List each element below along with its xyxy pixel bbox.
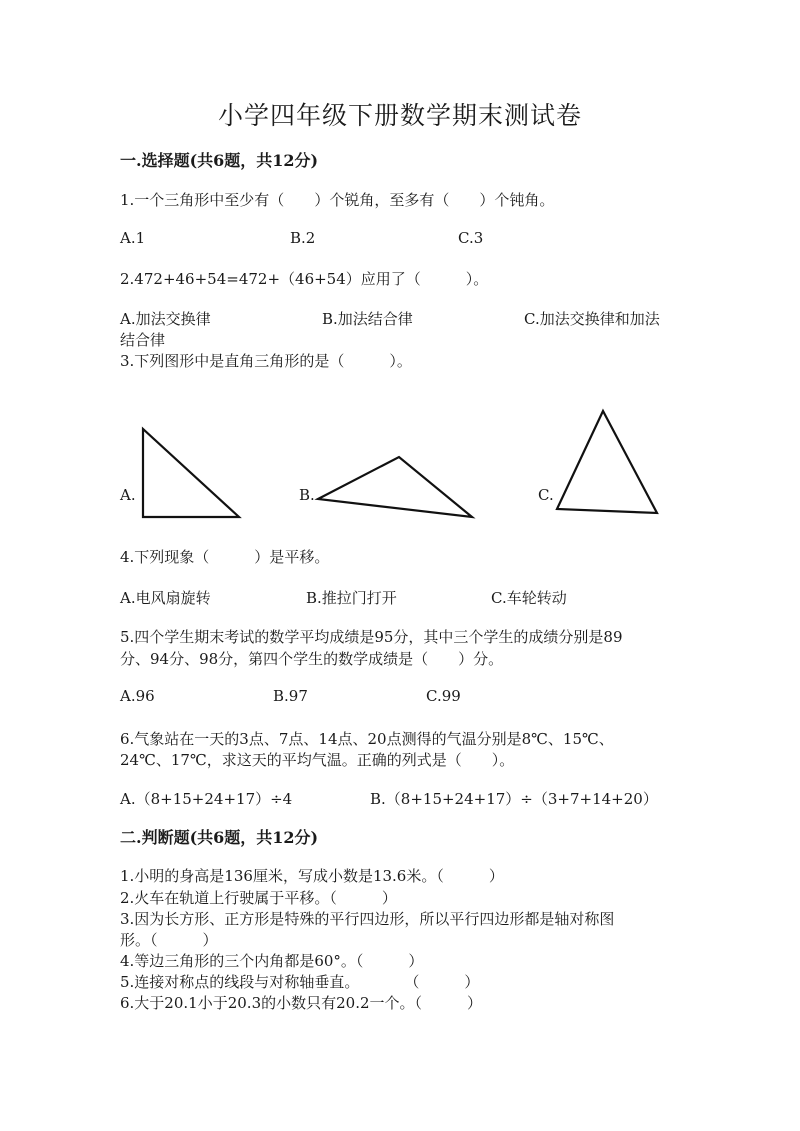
q2-option-c: C.加法交换律和加法 — [524, 310, 660, 328]
q5-option-b: B.97 — [273, 687, 308, 705]
section-heading-judgement: 二.判断题(共6题，共12分) — [120, 828, 319, 847]
q5-option-c: C.99 — [426, 687, 461, 705]
section-heading-choice: 一.选择题(共6题，共12分) — [120, 151, 319, 170]
question-1: 1.一个三角形中至少有（ ）个锐角，至多有（ ）个钝角。 — [120, 191, 555, 209]
question-6-line-1: 6.气象站在一天的3点、7点、14点、20点测得的气温分别是8℃、15℃、 — [120, 730, 614, 748]
q1-option-c: C.3 — [458, 229, 484, 247]
q4-option-a: A.电风扇旋转 — [120, 589, 211, 607]
q6-option-a: A.（8+15+24+17）÷4 — [120, 790, 293, 808]
question-5-line-1: 5.四个学生期末考试的数学平均成绩是95分，其中三个学生的成绩分别是89 — [120, 628, 623, 646]
judgement-item-3: 3.因为长方形、正方形是特殊的平行四边形，所以平行四边形都是轴对称图 — [120, 910, 615, 928]
q5-option-a: A.96 — [120, 687, 155, 705]
judgement-item-3-continued: 形。（ ） — [120, 931, 218, 949]
q4-option-c: C.车轮转动 — [491, 589, 567, 607]
question-2: 2.472+46+54=472+（46+54）应用了（ ）。 — [120, 270, 489, 288]
q6-option-b: B.（8+15+24+17）÷（3+7+14+20） — [370, 790, 658, 808]
q1-option-a: A.1 — [120, 229, 146, 247]
question-5-line-2: 分、94分、98分，第四个学生的数学成绩是（ ）分。 — [120, 650, 504, 668]
judgement-item-2: 2.火车在轨道上行驶属于平移。（ ） — [120, 889, 397, 907]
q3-option-a-label: A. — [120, 486, 136, 504]
question-6-line-2: 24℃、17℃，求这天的平均气温。正确的列式是（ ）。 — [120, 751, 515, 769]
question-3: 3.下列图形中是直角三角形的是（ ）。 — [120, 352, 412, 370]
judgement-item-1: 1.小明的身高是136厘米，写成小数是13.6米。（ ） — [120, 867, 504, 885]
q2-option-a: A.加法交换律 — [120, 310, 211, 328]
question-4: 4.下列现象（ ）是平移。 — [120, 548, 330, 566]
judgement-item-5: 5.连接对称点的线段与对称轴垂直。 （ ） — [120, 973, 480, 991]
judgement-item-4: 4.等边三角形的三个内角都是60°。（ ） — [120, 952, 424, 970]
q2-option-b: B.加法结合律 — [322, 310, 413, 328]
judgement-item-6: 6.大于20.1小于20.3的小数只有20.2一个。（ ） — [120, 994, 483, 1012]
q1-option-b: B.2 — [290, 229, 316, 247]
q3-option-c-label: C. — [538, 486, 554, 504]
page-title: 小学四年级下册数学期末测试卷 — [217, 101, 582, 130]
q2-option-c-continued: 结合律 — [120, 331, 166, 349]
q3-option-b-label: B. — [299, 486, 315, 504]
q4-option-b: B.推拉门打开 — [306, 589, 397, 607]
